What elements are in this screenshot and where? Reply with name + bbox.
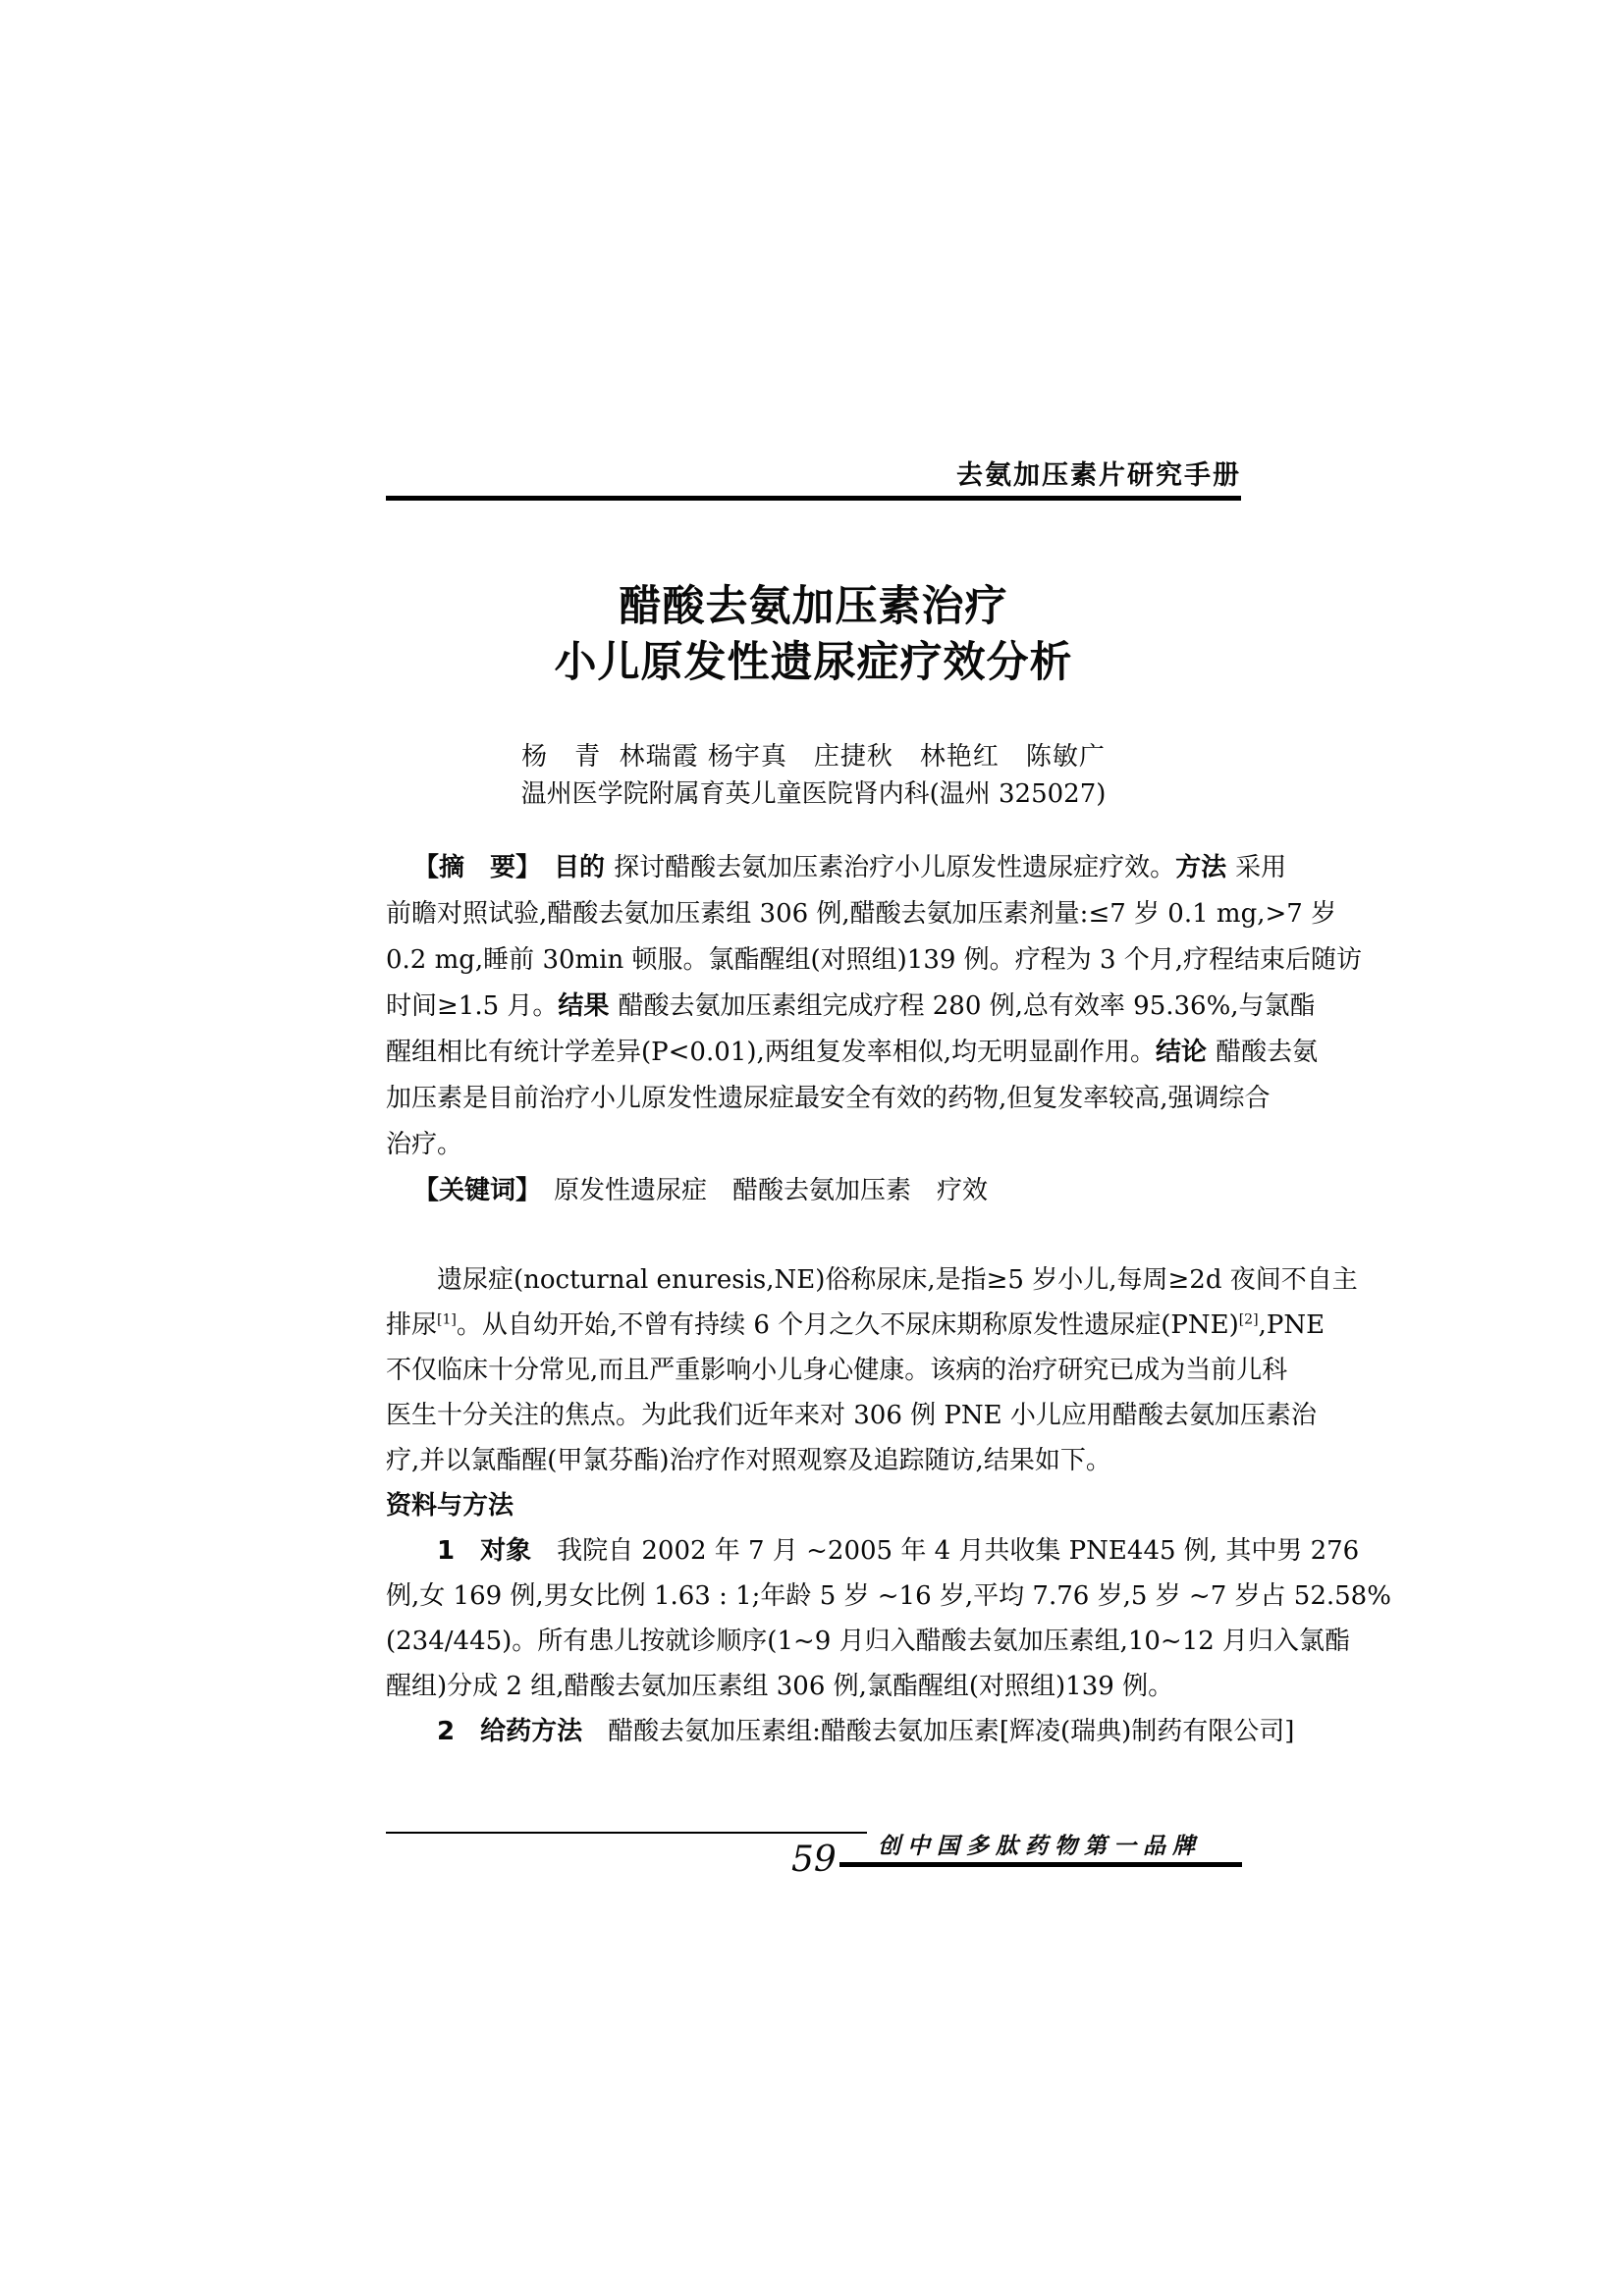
text-segment: 医生十分关注的焦点。为此我们近年来对 306 例 PNE 小儿应用醋酸去氨加压素治 — [386, 1401, 1317, 1430]
text-segment: 疗,并以氯酯醒(甲氯芬酯)治疗作对照观察及追踪随访,结果如下。 — [386, 1446, 1111, 1475]
text-segment: 我院自 2002 年 7 月 ~2005 年 4 月共收集 PNE445 例, 其中男 276 — [557, 1536, 1360, 1566]
article-title-line-2: 小儿原发性遗尿症疗效分析 — [554, 638, 1073, 687]
text-segment: 加压素是目前治疗小儿原发性遗尿症最安全有效的药物,但复发率较高,强调综合 — [386, 1084, 1271, 1113]
text-segment: 【摘 要】 — [413, 853, 555, 882]
text-line — [386, 891, 1337, 937]
text-segment: 醋酸去氨 — [1216, 1038, 1319, 1067]
text-segment: 方法 — [1175, 853, 1236, 882]
text-segment: 资料与方法 — [386, 1491, 514, 1521]
text-segment: 前瞻对照试验,醋酸去氨加压素组 306 例,醋酸去氨加压素剂量:≤7 岁 0.1 mg,>7 岁 — [386, 899, 1337, 929]
text-segment: 原发性遗尿症 醋酸去氨加压素 疗效 — [528, 1176, 989, 1205]
text-line — [386, 1664, 1241, 1709]
text-line — [386, 1619, 1351, 1664]
authors-line: 杨 青 林瑞霞 杨宇真 庄捷秋 林艳红 陈敏广 — [521, 742, 1106, 772]
text-line — [386, 1393, 1317, 1438]
text-segment: 目的 — [554, 853, 615, 882]
text-segment: 0.2 mg,睡前 30min 顿服。氯酯醒组(对照组)139 例。疗程为 3 个月,疗程结束后随访 — [386, 945, 1363, 975]
section-heading — [386, 1483, 1241, 1528]
text-segment: 醒组相比有统计学差异(P<0.01),两组复发率相似,均无明显副作用。 — [386, 1038, 1156, 1067]
abstract-block — [386, 845, 1363, 1214]
text-segment: 【关键词】 — [413, 1176, 529, 1205]
running-header-title: 去氨加压素片研究手册 — [956, 460, 1241, 491]
text-line — [386, 1122, 1241, 1168]
text-segment: (234/445)。所有患儿按就诊顺序(1~9 月归入醋酸去氨加压素组,10~12 月归入氯酯 — [386, 1627, 1351, 1656]
text-line — [386, 1438, 1241, 1483]
text-segment: 结论 — [1156, 1038, 1217, 1067]
text-segment: ,PNE — [1258, 1310, 1325, 1340]
text-segment: 治疗。 — [386, 1130, 463, 1159]
text-segment: 例,女 169 例,男女比例 1.63 : 1;年龄 5 岁 ~16 岁,平均 7.76 岁,5 岁 ~7 岁占 52.58% — [386, 1581, 1391, 1611]
text-line — [386, 1030, 1319, 1076]
text-segment: 1 对象 — [437, 1536, 558, 1566]
text-segment: 醋酸去氨加压素组:醋酸去氨加压素[辉凌(瑞典)制药有限公司] — [608, 1717, 1295, 1746]
page-number: 59 — [791, 1840, 837, 1880]
text-line — [386, 1574, 1391, 1619]
reference-superscript: [1] — [437, 1311, 457, 1328]
text-line — [386, 1076, 1271, 1122]
footer-slogan: 创中国多肽药物第一品牌 — [878, 1833, 1202, 1859]
reference-superscript: [2] — [1238, 1311, 1259, 1328]
text-line — [386, 1168, 1241, 1214]
article-title — [386, 579, 1241, 691]
text-line — [386, 1528, 1360, 1574]
text-segment: 不仅临床十分常见,而且严重影响小儿身心健康。该病的治疗研究已成为当前儿科 — [386, 1356, 1288, 1385]
body-block — [386, 1257, 1391, 1754]
affiliation-line: 温州医学院附属育英儿童医院肾内科(温州 325027) — [520, 779, 1107, 809]
text-line — [386, 1257, 1358, 1303]
header-rule — [386, 496, 1241, 501]
text-line — [386, 984, 1316, 1030]
text-segment: 醋酸去氨加压素组完成疗程 280 例,总有效率 95.36%,与氯酯 — [618, 991, 1316, 1021]
article-title-line-1: 醋酸去氨加压素治疗 — [619, 582, 1008, 631]
text-line — [386, 937, 1363, 984]
text-segment: 醒组)分成 2 组,醋酸去氨加压素组 306 例,氯酯醒组(对照组)139 例。 — [386, 1672, 1174, 1701]
footer-rule-thick — [839, 1862, 1242, 1867]
text-segment: 2 给药方法 — [437, 1717, 609, 1746]
footer-rule-thin — [386, 1832, 867, 1834]
text-segment: 采用 — [1235, 853, 1287, 882]
text-line — [386, 1709, 1295, 1754]
text-segment: 。从自幼开始,不曾有持续 6 个月之久不尿床期称原发性遗尿症(PNE) — [456, 1310, 1239, 1340]
text-segment: 结果 — [558, 991, 619, 1021]
text-segment: 探讨醋酸去氨加压素治疗小儿原发性遗尿症疗效。 — [614, 853, 1176, 882]
text-segment: 时间≥1.5 月。 — [386, 991, 559, 1021]
text-segment: 排尿 — [386, 1310, 438, 1340]
text-line — [386, 1348, 1288, 1393]
text-line — [386, 845, 1287, 891]
text-line — [386, 1303, 1325, 1348]
text-segment: 遗尿症(nocturnal enuresis,NE)俗称尿床,是指≥5 岁小儿,每周≥2d 夜间不自主 — [437, 1265, 1358, 1295]
